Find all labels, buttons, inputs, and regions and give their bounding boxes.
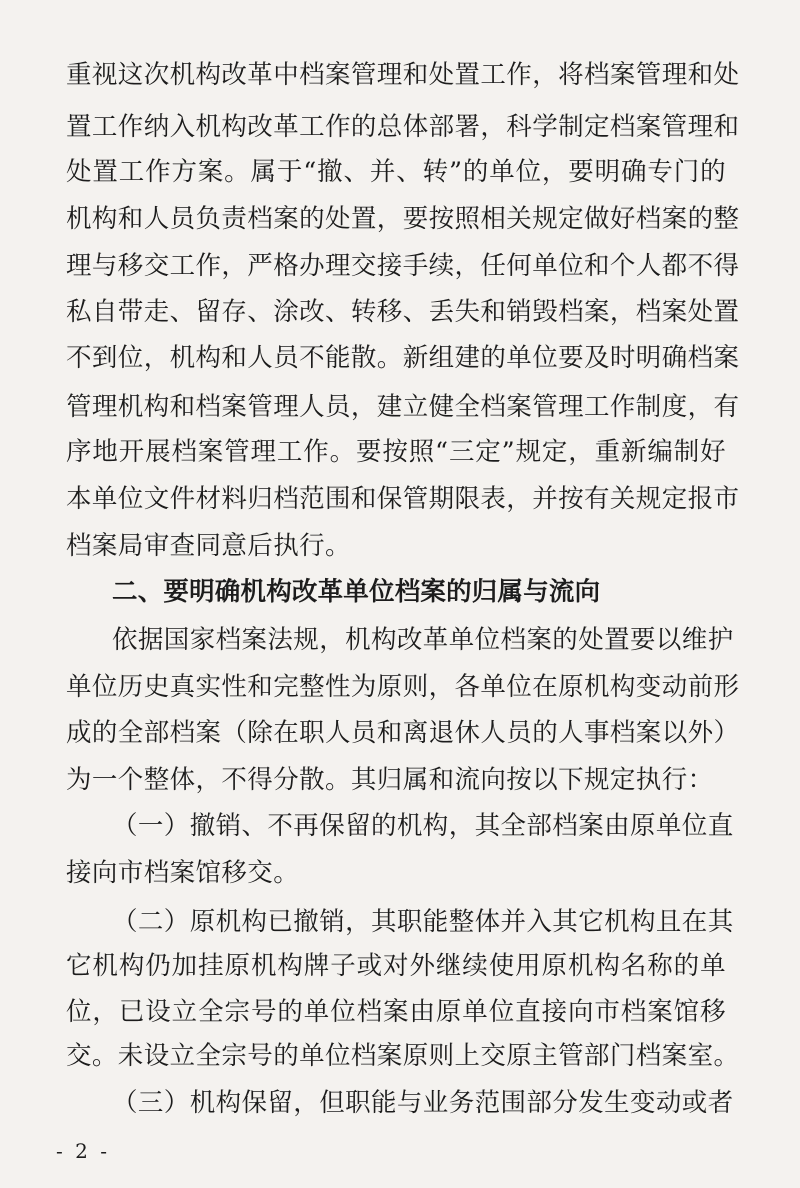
body-text-line: 理与移交工作，严格办理交接手续，任何单位和个人都不得 — [66, 251, 740, 281]
page-number: - 2 - — [56, 1139, 110, 1163]
body-text-line: 接向市档案馆移交。 — [66, 858, 300, 888]
body-text-line: 本单位文件材料归档范围和保管期限表，并按有关规定报市 — [66, 484, 740, 514]
body-text-line: 置工作纳入机构改革工作的总体部署，科学制定档案管理和 — [66, 112, 740, 142]
body-text-line: 成的全部档案（除在职人员和离退休人员的人事档案以外） — [66, 718, 740, 748]
body-text-line: 重视这次机构改革中档案管理和处置工作，将档案管理和处 — [66, 60, 740, 90]
body-text-line: 交。未设立全宗号的单位档案原则上交原主管部门档案室。 — [66, 1041, 740, 1071]
body-text-line: 单位历史真实性和完整性为原则，各单位在原机构变动前形 — [66, 672, 740, 702]
body-text-line: 序地开展档案管理工作。要按照“三定”规定，重新编制好 — [66, 437, 726, 467]
body-text-line: 档案局审查同意后执行。 — [66, 531, 351, 561]
body-text-line: （一）撤销、不再保留的机构，其全部档案由原单位直 — [112, 811, 734, 841]
body-text-line: （二）原机构已撤销，其职能整体并入其它机构且在其 — [112, 907, 734, 937]
body-text-line: 位，已设立全宗号的单位档案由原单位直接向市档案馆移 — [66, 997, 726, 1027]
body-text-line: 依据国家档案法规，机构改革单位档案的处置要以维护 — [112, 625, 734, 655]
section-heading: 二、要明确机构改革单位档案的归属与流向 — [112, 577, 601, 607]
body-text-line: （三）机构保留，但职能与业务范围部分发生变动或者 — [112, 1088, 734, 1118]
body-text-line: 私自带走、留存、涂改、转移、丢失和销毁档案，档案处置 — [66, 297, 740, 327]
body-text-line: 它机构仍加挂原机构牌子或对外继续使用原机构名称的单 — [66, 951, 726, 981]
body-text-line: 管理机构和档案管理人员，建立健全档案管理工作制度，有 — [66, 392, 740, 422]
body-text-line: 为一个整体，不得分散。其归属和流向按以下规定执行： — [66, 765, 714, 795]
body-text-line: 处置工作方案。属于“撤、并、转”的单位，要明确专门的 — [66, 157, 726, 187]
body-text-line: 不到位，机构和人员不能散。新组建的单位要及时明确档案 — [66, 343, 740, 373]
body-text-line: 机构和人员负责档案的处置，要按照相关规定做好档案的整 — [66, 204, 740, 234]
